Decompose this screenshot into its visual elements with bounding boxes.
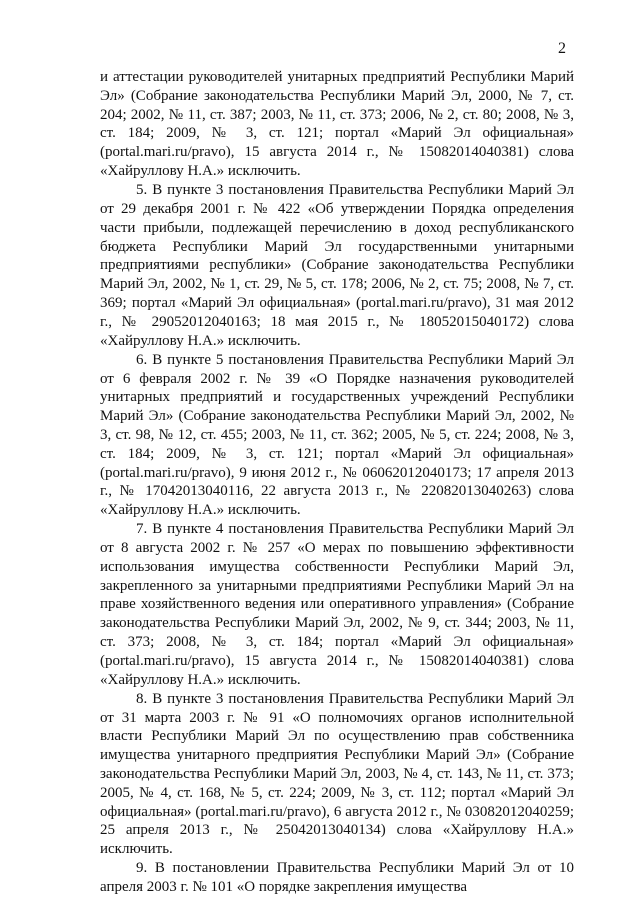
paragraph-item-9: 9. В постановлении Правительства Республики Марий Эл от 10 апреля 2003 г. № 101 «О порядке закрепления имущества <box>100 860 574 896</box>
paragraph-continuation: и аттестации руководителей унитарных предприятий Республики Марий Эл» (Собрание законодательства Республики Марий Эл, 2000, № 7, ст. 204; 2002, № 11, ст. 387; 2003, № 11, ст. 373; 2006, № 2, ст. 80; 2008, № 3, ст. 184; 2009, № 3, ст. 121; портал «Марий Эл официальная» (portal.mari.ru/pravo), 15 августа 2014 г., № 15082014040381) слова «Хайруллову Н.А.» исключить. <box>100 69 574 179</box>
paragraph-item-6: 6. В пункте 5 постановления Правительства Республики Марий Эл от 6 февраля 2002 г. № 39 «О Порядке назначения руководителей унитарных предприятий и государственных учреждений Республики Марий Эл» (Собрание законодательства Республики Марий Эл, 2002, № 3, ст. 98, № 12, ст. 455; 2003, № 11, ст. 362; 2005, № 5, ст. 224; 2008, № 3, ст. 184; 2009, № 3, ст. 121; портал «Марий Эл официальная» (portal.mari.ru/pravo), 9 июня 2012 г., № 06062012040173; 17 апреля 2013 г., № 17042013040116, 22 августа 2013 г., № 22082013040263) слова «Хайруллову Н.А.» исключить. <box>100 351 574 519</box>
page-number: 2 <box>558 40 566 57</box>
paragraph-item-8: 8. В пункте 3 постановления Правительства Республики Марий Эл от 31 марта 2003 г. № 91 «О полномочиях органов исполнительной власти Республики Марий Эл по осуществлению прав собственника имущества унитарного предприятия Республики Марий Эл» (Собрание законодательства Республики Марий Эл, 2003, № 4, ст. 143, № 11, ст. 373; 2005, № 4, ст. 168, № 5, ст. 224; 2009, № 3, ст. 112; портал «Марий Эл официальная» (portal.mari.ru/pravo), 6 августа 2012 г., № 03082012040259; 25 апреля 2013 г., № 25042013040134) слова «Хайруллову Н.А.» исключить. <box>100 690 574 858</box>
document-body <box>100 68 574 897</box>
paragraph-item-5: 5. В пункте 3 постановления Правительства Республики Марий Эл от 29 декабря 2001 г. № 422 «Об утверждении Порядка определения части прибыли, подлежащей перечислению в доход республиканского бюджета Республики Марий Эл государственными унитарными предприятиями республики» (Собрание законодательства Республики Марий Эл, 2002, № 1, ст. 29, № 5, ст. 178; 2006, № 2, ст. 75; 2008, № 7, ст. 369; портал «Марий Эл официальная» (portal.mari.ru/pravo), 31 мая 2012 г., № 29052012040163; 18 мая 2015 г., № 18052015040172) слова «Хайруллову Н.А.» исключить. <box>100 182 574 349</box>
paragraph-item-7: 7. В пункте 4 постановления Правительства Республики Марий Эл от 8 августа 2002 г. № 257 «О мерах по повышению эффективности использования имущества собственности Республики Марий Эл, закрепленного за унитарными предприятиями Республики Марий Эл на праве хозяйственного ведения или оперативного управления» (Собрание законодательства Республики Марий Эл, 2002, № 9, ст. 344; 2003, № 11, ст. 373; 2008, № 3, ст. 184; портал «Марий Эл официальная» (portal.mari.ru/pravo), 15 августа 2014 г., № 15082014040381) слова «Хайруллову Н.А.» исключить. <box>100 521 574 688</box>
